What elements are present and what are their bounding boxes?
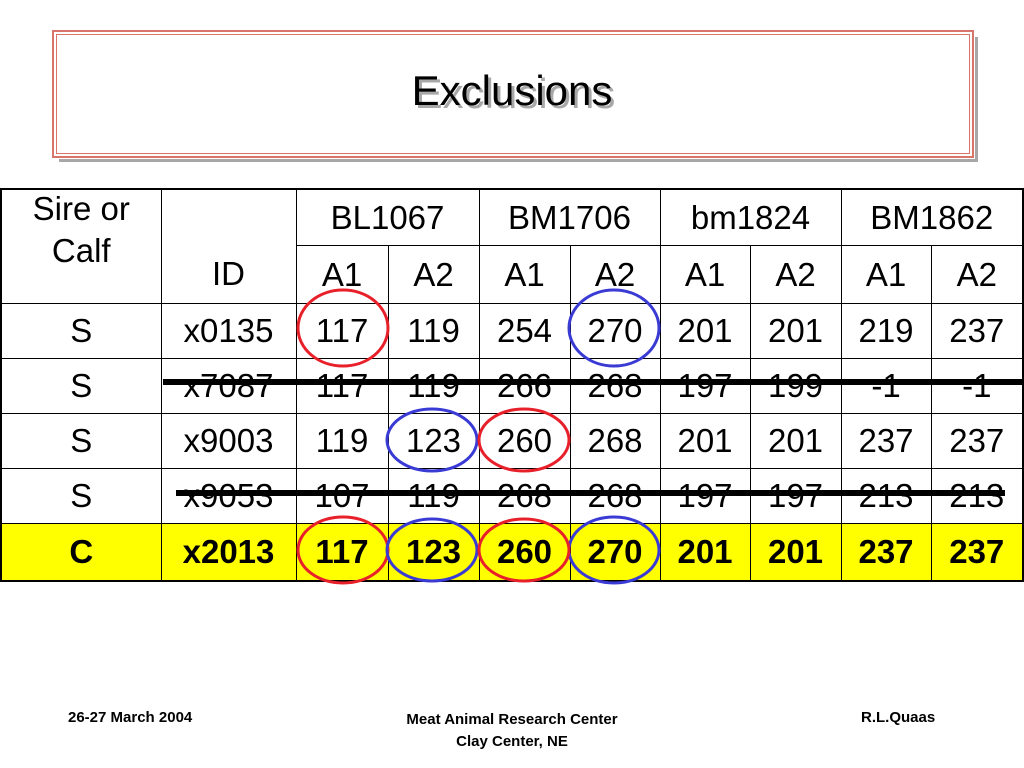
corner-header [1, 189, 161, 304]
allele-cell: 107 [296, 469, 388, 524]
allele-cell: 254 [479, 304, 570, 359]
corner-header-line2: Calf [51, 232, 111, 269]
allele-header: A1 [296, 246, 388, 304]
allele-header: A1 [841, 246, 931, 304]
marker-header: BM1862 [841, 189, 1023, 246]
marker-header: BM1706 [479, 189, 660, 246]
marker-header: bm1824 [660, 189, 841, 246]
allele-cell: 270 [570, 524, 660, 582]
allele-header: A2 [388, 246, 479, 304]
footer-date: 26-27 March 2004 [68, 709, 193, 726]
allele-header: A1 [660, 246, 750, 304]
animal-id-cell: x2013 [161, 524, 296, 582]
slide-title: Exclusions [411, 67, 613, 114]
animal-type-cell: S [1, 304, 161, 359]
allele-cell: 119 [388, 469, 479, 524]
allele-header: A2 [750, 246, 841, 304]
animal-type-cell: S [1, 414, 161, 469]
allele-cell: 123 [388, 524, 479, 582]
allele-cell: 123 [388, 414, 479, 469]
table-row [1, 469, 1023, 524]
allele-cell: 268 [479, 469, 570, 524]
allele-cell: 199 [750, 359, 841, 414]
allele-cell: 268 [570, 469, 660, 524]
genotype-table [0, 188, 1024, 582]
allele-cell: 268 [570, 414, 660, 469]
header-row-markers [1, 189, 1023, 246]
footer-center [312, 709, 712, 753]
animal-type-cell: S [1, 359, 161, 414]
id-header: ID [161, 246, 296, 304]
table-row [1, 359, 1023, 414]
allele-cell: 260 [479, 524, 570, 582]
allele-cell: 270 [570, 304, 660, 359]
allele-cell: 260 [479, 414, 570, 469]
animal-type-cell: C [1, 524, 161, 582]
allele-header: A2 [931, 246, 1023, 304]
allele-cell: 197 [660, 359, 750, 414]
marker-header: BL1067 [296, 189, 479, 246]
allele-cell: 213 [931, 469, 1023, 524]
allele-cell: 201 [660, 304, 750, 359]
animal-id-cell: x0135 [161, 304, 296, 359]
allele-cell: 201 [660, 414, 750, 469]
allele-cell: 237 [931, 524, 1023, 582]
calf-row [1, 524, 1023, 582]
allele-cell: 237 [931, 414, 1023, 469]
allele-cell: 201 [750, 524, 841, 582]
allele-header: A2 [570, 246, 660, 304]
allele-cell: 213 [841, 469, 931, 524]
allele-cell: 266 [479, 359, 570, 414]
allele-cell: 119 [296, 414, 388, 469]
animal-id-cell: x9053 [161, 469, 296, 524]
allele-cell: -1 [841, 359, 931, 414]
animal-type-cell: S [1, 469, 161, 524]
allele-cell: 268 [570, 359, 660, 414]
footer-author: R.L.Quaas [861, 709, 936, 726]
allele-cell: 119 [388, 359, 479, 414]
footer-center-line2: Clay Center, NE [456, 733, 568, 750]
animal-id-cell: x7087 [161, 359, 296, 414]
allele-header: A1 [479, 246, 570, 304]
allele-cell: 219 [841, 304, 931, 359]
allele-cell: 117 [296, 524, 388, 582]
allele-cell: 197 [750, 469, 841, 524]
allele-cell: 237 [931, 304, 1023, 359]
table-row [1, 414, 1023, 469]
animal-id-cell: x9003 [161, 414, 296, 469]
allele-cell: 201 [750, 414, 841, 469]
allele-cell: 197 [660, 469, 750, 524]
table-row [1, 304, 1023, 359]
id-header-top [161, 189, 296, 246]
allele-cell: 237 [841, 414, 931, 469]
allele-cell: 201 [660, 524, 750, 582]
corner-header-line1: Sire or [32, 190, 130, 227]
allele-cell: 119 [388, 304, 479, 359]
allele-cell: 117 [296, 359, 388, 414]
footer-center-line1: Meat Animal Research Center [406, 711, 618, 728]
allele-cell: 237 [841, 524, 931, 582]
allele-cell: 117 [296, 304, 388, 359]
allele-cell: 201 [750, 304, 841, 359]
allele-cell: -1 [931, 359, 1023, 414]
